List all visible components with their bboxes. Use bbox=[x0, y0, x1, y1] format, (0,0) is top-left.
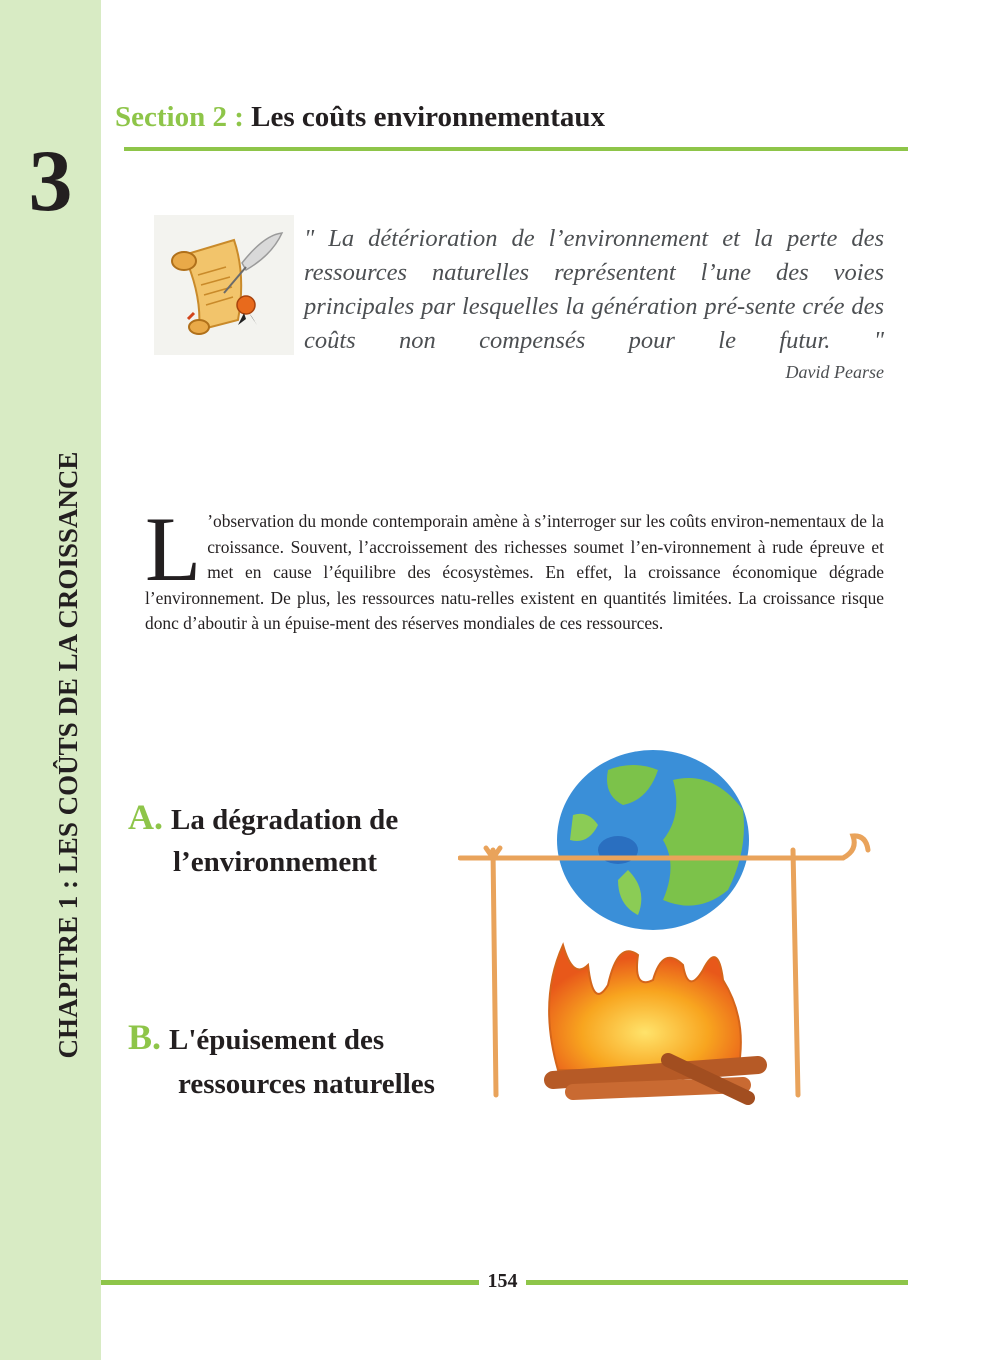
campfire bbox=[549, 945, 758, 1098]
drop-cap: L bbox=[145, 498, 202, 600]
quote-author: David Pearse bbox=[785, 362, 884, 382]
heading-b-letter: B. bbox=[128, 1017, 162, 1057]
chapter-sidebar bbox=[0, 0, 101, 1360]
epigraph-quote: " La détérioration de l’environnement et la perte des ressources naturelles représentent l’une des voies principales par lesquelles la génération pré-sente crée des coûts non compensés pour le futur. " bbox=[304, 225, 884, 354]
heading-a-line1: La dégradation de bbox=[171, 804, 399, 836]
section-label: Section 2 : bbox=[115, 101, 244, 133]
intro-paragraph bbox=[145, 498, 884, 637]
footer-divider-right bbox=[526, 1280, 908, 1285]
section-heading bbox=[115, 100, 605, 135]
heading-b bbox=[128, 1015, 435, 1106]
globe bbox=[557, 750, 749, 930]
scroll-quill-icon bbox=[154, 215, 294, 355]
footer-divider-left bbox=[101, 1280, 479, 1285]
heading-a-letter: A. bbox=[128, 797, 163, 837]
chapter-title-vertical: CHAPITRE 1 : LES COÛTS DE LA CROISSANCE bbox=[53, 451, 83, 1059]
page-number: 154 bbox=[487, 1270, 518, 1292]
section-title: Les coûts environnementaux bbox=[251, 101, 606, 133]
heading-b-line1: L'épuisement des bbox=[169, 1024, 385, 1056]
earth-on-spit-illustration bbox=[458, 740, 890, 1135]
intro-text: ’observation du monde contemporain amène à s’interroger sur les coûts environ-nementaux de la croissance. Souvent, l’accroissement des richesses soumet l’en-vironnement à rude épreuve et met en cause l’équilibre des écosystèmes. En effet, la croissance économique dégrade l’environnement. De plus, les ressources natu-relles existent en quantités limitées. La croissance risque donc d’aboutir à un épuise-ment des réserves mondiales de ces ressources. bbox=[145, 511, 884, 634]
header-divider bbox=[124, 147, 908, 151]
heading-b-line2: ressources naturelles bbox=[178, 1068, 435, 1100]
heading-a bbox=[128, 796, 398, 883]
heading-a-line2: l’environnement bbox=[173, 846, 378, 878]
chapter-number: 3 bbox=[28, 133, 73, 230]
